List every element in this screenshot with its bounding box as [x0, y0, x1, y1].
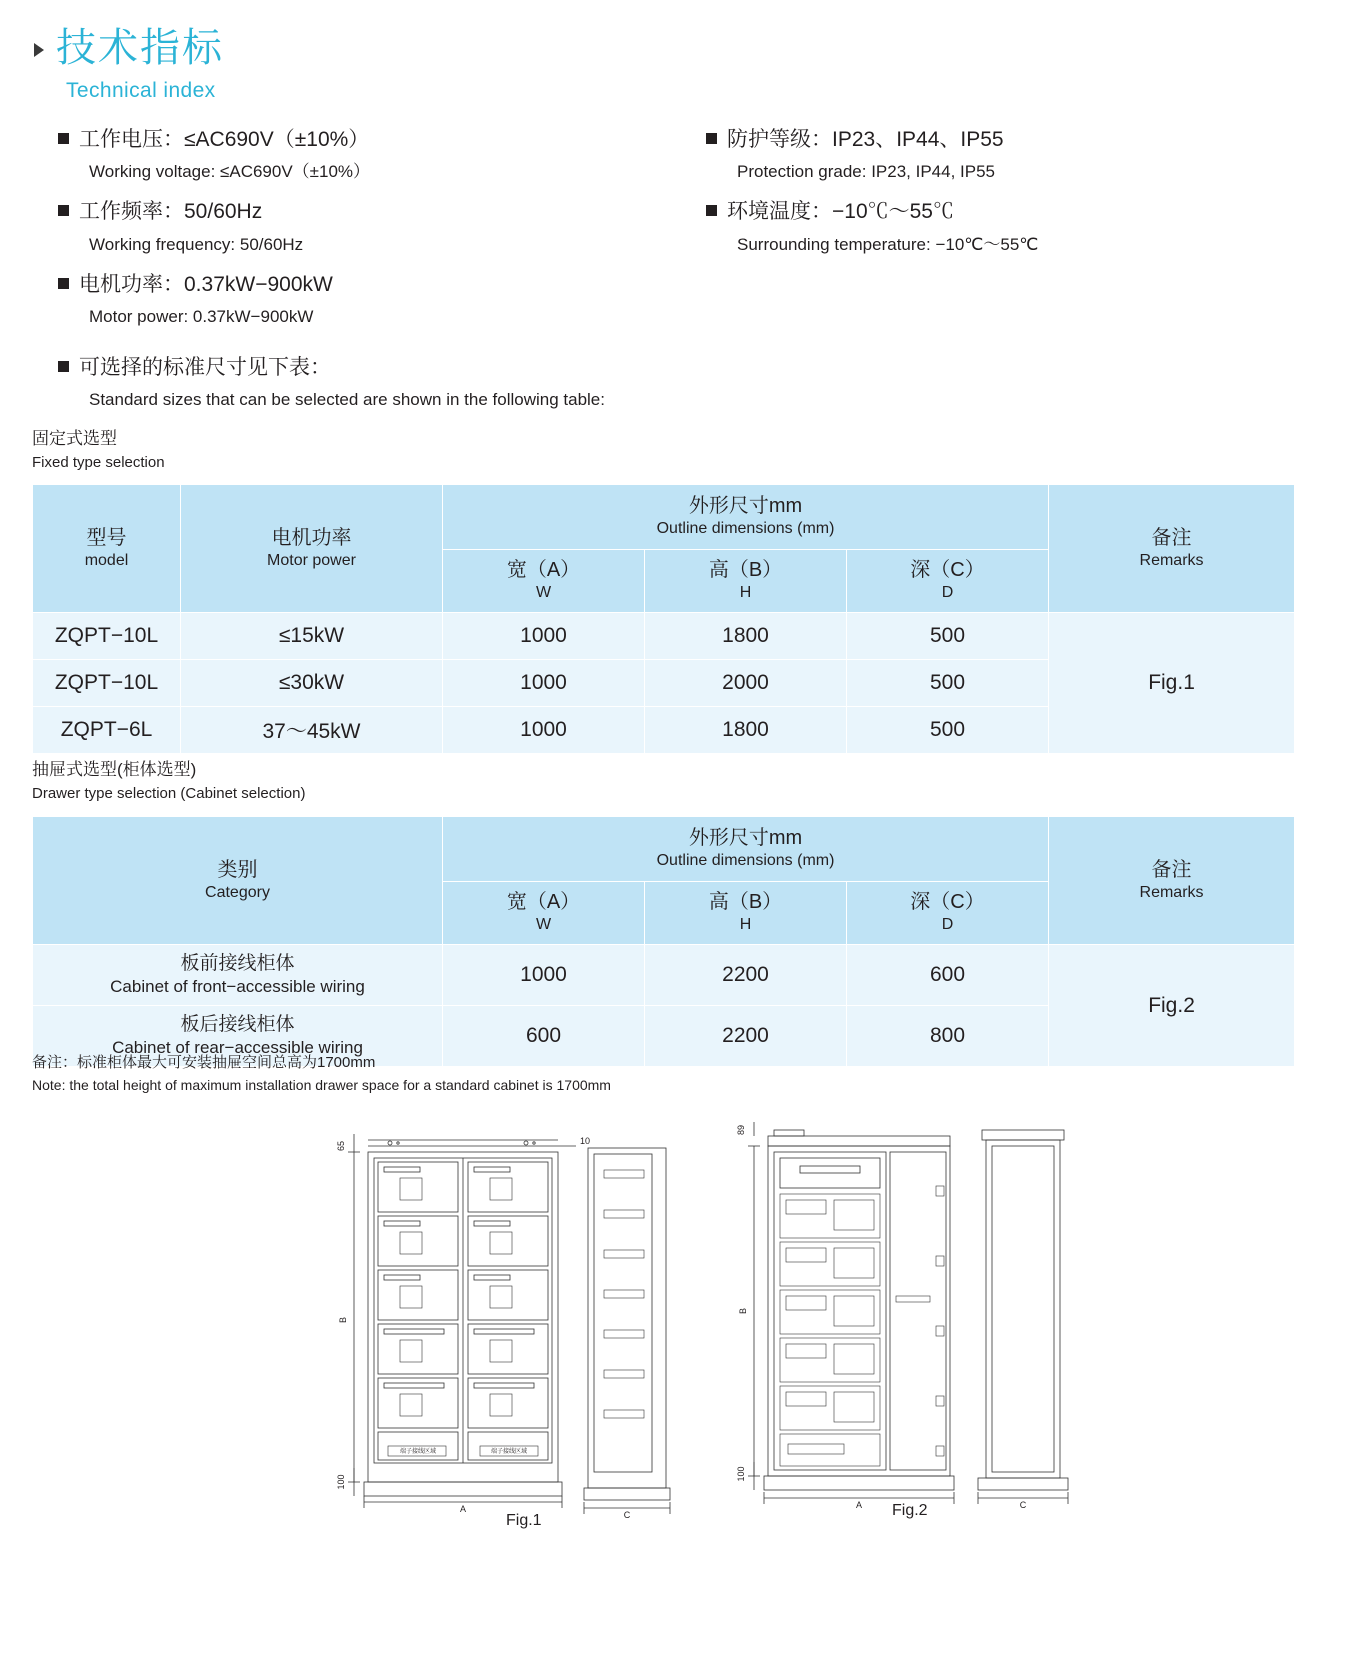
table-header-row: [33, 817, 1295, 882]
spec-cn-row: [58, 271, 678, 299]
th-width-en: W: [535, 916, 552, 934]
cell-model: ZQPT−10L: [33, 660, 181, 707]
figures-block: [0, 1110, 1357, 1550]
cell-power: ≤15kW: [181, 613, 443, 660]
table2-label: [32, 758, 305, 804]
svg-text:A: A: [855, 1500, 863, 1510]
th-remarks-en: Remarks: [1139, 883, 1204, 901]
svg-text:C: C: [623, 1510, 631, 1520]
spec-item-note: [58, 354, 958, 412]
svg-text:B: B: [338, 1316, 348, 1324]
spec-cn-row: [706, 198, 1326, 226]
square-bullet-icon: [58, 133, 69, 144]
th-outline-en: Outline dimensions (mm): [656, 520, 835, 538]
th-height: [645, 882, 847, 945]
spec-cn-row: [58, 126, 678, 154]
cell-power: ≤30kW: [181, 660, 443, 707]
th-depth-cn: 深（C）: [910, 891, 985, 914]
page-subtitle: Technical index: [66, 79, 216, 102]
th-height-cn: 高（B）: [708, 891, 783, 914]
page-title: 技术指标: [56, 26, 224, 70]
th-height: [645, 550, 847, 613]
th-category-cn: 类别: [217, 858, 258, 881]
th-height-en: H: [739, 916, 752, 934]
th-category: [33, 817, 443, 945]
svg-text:端子接线区域: 端子接线区域: [490, 1449, 528, 1455]
svg-text:100: 100: [736, 1466, 746, 1482]
cell-category-cn: 板后接线柜体: [180, 1014, 295, 1036]
th-category-en: Category: [205, 883, 270, 901]
figure-2-drawing: [730, 1116, 1080, 1516]
table-row: [33, 945, 1295, 1006]
table2-label-en: Drawer type selection (Cabinet selection): [32, 784, 306, 802]
th-remarks: [1049, 485, 1295, 613]
svg-text:89: 89: [736, 1124, 746, 1136]
spec-label-en: Working voltage: ≤AC690V（±10%）: [89, 162, 371, 182]
cell-height: 2000: [645, 660, 847, 707]
table-note-cn: 备注：标准柜体最大可安装抽屉空间总高为1700mm: [32, 1054, 376, 1071]
square-bullet-icon: [706, 133, 717, 144]
spec-cn-row: [58, 198, 678, 226]
table-header-row: [33, 485, 1295, 550]
th-height-en: H: [739, 584, 752, 602]
th-outline-cn: 外形尺寸mm: [688, 495, 803, 518]
cell-category: [33, 945, 443, 1006]
cell-model: ZQPT−6L: [33, 707, 181, 754]
spec-label-cn: 环境温度：−10℃～55℃: [727, 200, 954, 224]
cell-height: 2200: [645, 1006, 847, 1067]
cell-height: 1800: [645, 613, 847, 660]
table-note-en: Note: the total height of maximum installation drawer space for a standard cabinet is 1700mm: [32, 1076, 611, 1093]
cell-depth: 500: [847, 660, 1049, 707]
specs-column-right: [706, 126, 1326, 271]
th-remarks-en: Remarks: [1139, 551, 1204, 569]
th-depth-en: D: [941, 916, 954, 934]
figure-1-caption: Fig.1: [506, 1512, 542, 1529]
triangle-bullet-icon: [34, 43, 44, 57]
th-remarks-cn: 备注: [1151, 858, 1192, 881]
spec-item: [58, 198, 678, 256]
figure-2-caption: Fig.2: [892, 1502, 928, 1519]
svg-text:A: A: [459, 1504, 467, 1514]
cell-depth: 500: [847, 707, 1049, 754]
th-motor-power: [181, 485, 443, 613]
cell-width: 600: [443, 1006, 645, 1067]
th-width: [443, 882, 645, 945]
cell-power: 37～45kW: [181, 707, 443, 754]
th-height-cn: 高（B）: [708, 559, 783, 582]
th-outline: [443, 485, 1049, 550]
cell-category-cn: 板前接线柜体: [180, 953, 295, 975]
th-width-cn: 宽（A）: [506, 891, 581, 914]
th-depth-en: D: [941, 584, 954, 602]
spec-label-en: Working frequency: 50/60Hz: [89, 234, 304, 254]
spec-cn-row: [58, 354, 958, 382]
th-outline-cn: 外形尺寸mm: [688, 827, 803, 850]
cell-height: 2200: [645, 945, 847, 1006]
svg-text:10: 10: [580, 1136, 591, 1146]
square-bullet-icon: [58, 361, 69, 372]
th-depth: [847, 550, 1049, 613]
th-depth: [847, 882, 1049, 945]
table1-label: [32, 427, 165, 473]
spec-item: [706, 198, 1326, 256]
th-model: [33, 485, 181, 613]
square-bullet-icon: [58, 205, 69, 216]
svg-text:100: 100: [336, 1474, 346, 1490]
th-remarks-cn: 备注: [1151, 526, 1192, 549]
th-width-cn: 宽（A）: [506, 559, 581, 582]
spec-label-en: Standard sizes that can be selected are shown in the following table:: [89, 390, 605, 410]
th-width-en: W: [535, 584, 552, 602]
table-note: [32, 1052, 611, 1096]
spec-cn-row: [706, 126, 1326, 154]
spec-label-cn: 电机功率：0.37kW−900kW: [79, 272, 333, 296]
spec-label-cn: 工作电压：≤AC690V（±10%）: [79, 128, 370, 151]
table1-label-en: Fixed type selection: [32, 453, 165, 471]
spec-label-en: Protection grade: IP23, IP44, IP55: [737, 162, 995, 182]
svg-text:端子接线区域: 端子接线区域: [399, 1449, 437, 1455]
page-header: [34, 26, 224, 103]
cell-depth: 800: [847, 1006, 1049, 1067]
cell-category-en: Cabinet of front−accessible wiring: [110, 976, 365, 996]
th-remarks: [1049, 817, 1295, 945]
spec-label-en: Motor power: 0.37kW−900kW: [89, 306, 314, 326]
spec-label-cn: 工作频率：50/60Hz: [79, 200, 263, 224]
cell-height: 1800: [645, 707, 847, 754]
th-model-cn: 型号: [86, 526, 127, 549]
table1-label-cn: 固定式选型: [32, 429, 117, 448]
cell-depth: 600: [847, 945, 1049, 1006]
th-model-en: model: [84, 551, 129, 569]
th-depth-cn: 深（C）: [910, 559, 985, 582]
table-row: [33, 613, 1295, 660]
table2-label-cn: 抽屉式选型(柜体选型): [32, 760, 197, 779]
fixed-type-table: [32, 484, 1295, 754]
drawer-type-table: [32, 816, 1295, 1067]
th-width: [443, 550, 645, 613]
spec-item: [58, 126, 678, 184]
th-motor-power-cn: 电机功率: [271, 526, 352, 549]
spec-label-cn: 可选择的标准尺寸见下表：: [79, 356, 331, 379]
cell-width: 1000: [443, 613, 645, 660]
page-title-row: [34, 26, 224, 70]
spec-item: [706, 126, 1326, 184]
cell-depth: 500: [847, 613, 1049, 660]
figure-1-drawing: [330, 1130, 680, 1520]
spec-label-en: Surrounding temperature: −10℃～55℃: [737, 234, 1039, 254]
square-bullet-icon: [706, 205, 717, 216]
cell-width: 1000: [443, 660, 645, 707]
cell-width: 1000: [443, 707, 645, 754]
th-motor-power-en: Motor power: [267, 551, 356, 569]
svg-text:C: C: [1019, 1500, 1027, 1510]
square-bullet-icon: [58, 278, 69, 289]
th-outline-en: Outline dimensions (mm): [656, 852, 835, 870]
spec-item: [58, 271, 678, 329]
svg-text:65: 65: [336, 1140, 346, 1152]
cell-model: ZQPT−10L: [33, 613, 181, 660]
specs-column-left: [58, 126, 678, 343]
cell-remarks: Fig.2: [1049, 945, 1295, 1067]
th-outline: [443, 817, 1049, 882]
svg-text:B: B: [738, 1307, 748, 1315]
cell-width: 1000: [443, 945, 645, 1006]
cell-remarks: Fig.1: [1049, 613, 1295, 754]
spec-label-cn: 防护等级：IP23、IP44、IP55: [727, 128, 1004, 151]
cell-category-en: Cabinet of rear−accessible wiring: [112, 1037, 363, 1057]
